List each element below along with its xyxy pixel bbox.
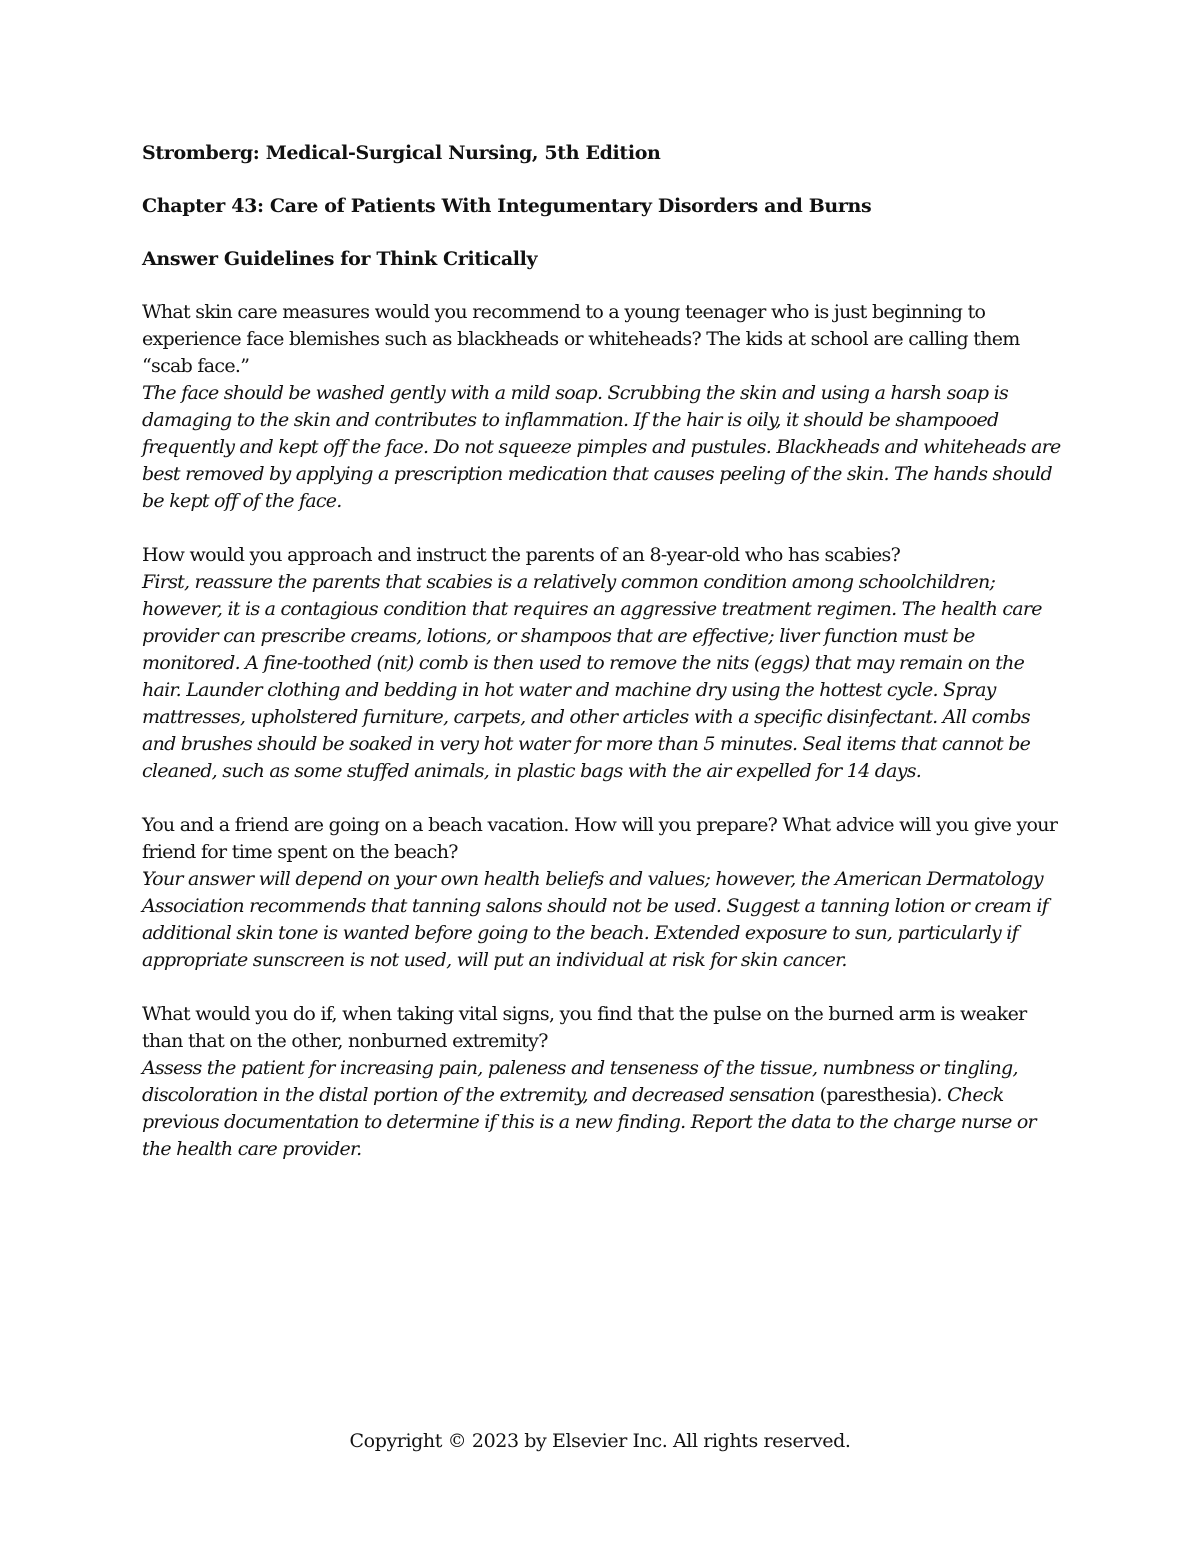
document-page xyxy=(142,140,1062,1190)
answer-text: Your answer will depend on your own health beliefs and values; however, the American Dermatology Association recommends that tanning salons should not be used. Suggest a tanning lotion or cream if additional skin tone is wanted before going to the beach. Extended exposure to sun, particularly if appropriate sunscreen is not used, will put an individual at risk for skin cancer. xyxy=(142,868,1048,971)
answer-text-upright: (paresthesia) xyxy=(819,1084,937,1106)
qa-item-3 xyxy=(142,812,1062,974)
qa-item-1 xyxy=(142,299,1062,515)
section-title: Answer Guidelines for Think Critically xyxy=(142,248,538,270)
question-text: What would you do if, when taking vital signs, you find that the pulse on the burned arm is weaker than that on the other, nonburned extremity? xyxy=(142,1003,1027,1052)
question-text: How would you approach and instruct the parents of an 8-year-old who has scabies? xyxy=(142,544,901,566)
answer-text xyxy=(142,1055,1062,1163)
answer-text: The face should be washed gently with a mild soap. Scrubbing the skin and using a harsh soap is damaging to the skin and contributes to inflammation. If the hair is oily, it should be shampooed frequently and kept off the face. Do not squeeze pimples and pustules. Blackheads and whiteheads are best removed by applying a prescription medication that causes peeling of the skin. The hands should be kept off of the face. xyxy=(142,382,1061,512)
question-text: You and a friend are going on a beach vacation. How will you prepare? What advice will you give your friend for time spent on the beach? xyxy=(142,814,1058,863)
book-title: Stromberg: Medical-Surgical Nursing, 5th Edition xyxy=(142,142,661,164)
answer-text: First, reassure the parents that scabies is a relatively common condition among schoolchildren; however, it is a contagious condition that requires an aggressive treatment regimen. The health care provider can prescribe creams, lotions, or shampoos that are effective; liver function must be monitored. A fine-toothed (nit) comb is then used to remove the nits (eggs) that may remain on the hair. Launder clothing and bedding in hot water and machine dry using the hottest cycle. Spray mattresses, upholstered furniture, carpets, and other articles with a specific disinfectant. All combs and brushes should be soaked in very hot water for more than 5 minutes. Seal items that cannot be cleaned, such as some stuffed animals, in plastic bags with the air expelled for 14 days. xyxy=(142,571,1042,782)
qa-item-4 xyxy=(142,1001,1062,1163)
answer-text-part-2: . Check previous documentation to determine if this is a new finding. Report the data to the charge nurse or the health care provider. xyxy=(142,1084,1036,1160)
answer-text-part-1: Assess the patient for increasing pain, paleness and tenseness of the tissue, numbness or tingling, discoloration in the distal portion of the extremity, and decreased sensation xyxy=(142,1057,1018,1106)
qa-item-2 xyxy=(142,542,1062,785)
chapter-title: Chapter 43: Care of Patients With Integumentary Disorders and Burns xyxy=(142,195,872,217)
copyright-footer: Copyright © 2023 by Elsevier Inc. All rights reserved. xyxy=(349,1430,851,1452)
question-text: What skin care measures would you recommend to a young teenager who is just beginning to experience face blemishes such as blackheads or whiteheads? The kids at school are calling them “scab face.” xyxy=(142,301,1020,377)
